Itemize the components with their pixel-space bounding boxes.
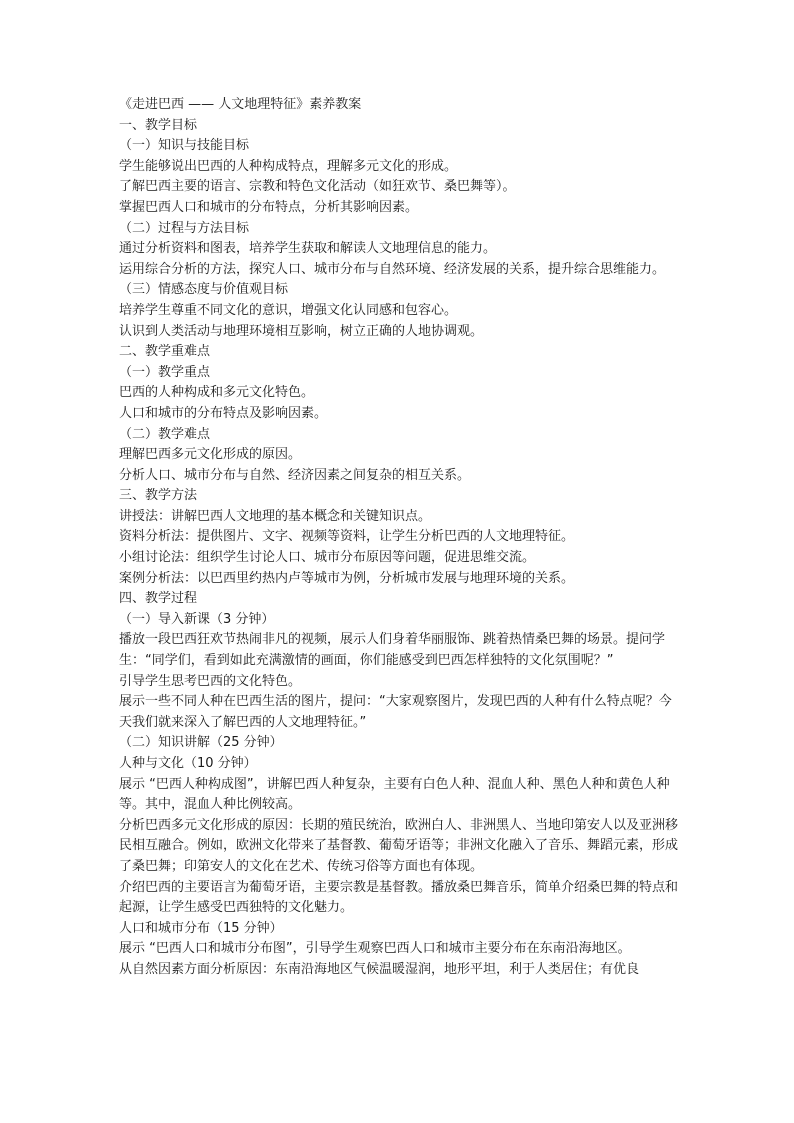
heading-teaching-process: 四、教学过程	[119, 591, 198, 607]
paragraph: 分析巴西多元文化形成的原因：长期的殖民统治，欧洲白人、非洲黑人、当地印第安人以及亚洲移民相互融合。例如，欧洲文化带来了基督教、葡萄牙语等；非洲文化融入了音乐、舞蹈元素，形成了桑巴舞；印第安人的文化在艺术、传统习俗等方面也有体现。	[119, 817, 679, 874]
heading-teaching-methods: 三、教学方法	[119, 488, 198, 504]
paragraph: 认识到人类活动与地理环境相互影响，树立正确的人地协调观。	[119, 323, 484, 339]
paragraph: 理解巴西多元文化形成的原因。	[119, 447, 302, 463]
subheading-population-city: 人口和城市分布（15 分钟）	[119, 920, 283, 936]
paragraph: 讲授法：讲解巴西人文地理的基本概念和关键知识点。	[119, 508, 432, 524]
paragraph: 了解巴西主要的语言、宗教和特色文化活动（如狂欢节、桑巴舞等）。	[119, 179, 516, 195]
paragraph: 资料分析法：提供图片、文字、视频等资料，让学生分析巴西的人文地理特征。	[119, 529, 575, 545]
heading-teaching-goals: 一、教学目标	[119, 117, 198, 133]
subheading-attitude-values: （三）情感态度与价值观目标	[119, 282, 289, 298]
paragraph: 学生能够说出巴西的人种构成特点，理解多元文化的形成。	[119, 158, 458, 174]
subheading-knowledge-explanation: （二）知识讲解（25 分钟）	[119, 735, 283, 751]
paragraph: 案例分析法：以巴西里约热内卢等城市为例，分析城市发展与地理环境的关系。	[119, 570, 575, 586]
subheading-difficult-points: （二）教学难点	[119, 426, 211, 442]
paragraph: 人口和城市的分布特点及影响因素。	[119, 405, 328, 421]
paragraph: 掌握巴西人口和城市的分布特点，分析其影响因素。	[119, 199, 419, 215]
heading-key-difficult-points: 二、教学重难点	[119, 344, 211, 360]
paragraph: 展示 “巴西人口和城市分布图”，引导学生观察巴西人口和城市主要分布在东南沿海地区。	[119, 941, 631, 957]
paragraph: 介绍巴西的主要语言为葡萄牙语，主要宗教是基督教。播放桑巴舞音乐，简单介绍桑巴舞的特点和起源，让学生感受巴西独特的文化魅力。	[119, 879, 679, 916]
document-body	[119, 95, 679, 981]
paragraph: 从自然因素方面分析原因：东南沿海地区气候温暖湿润，地形平坦，利于人类居住；有优良	[119, 961, 640, 977]
subheading-introduction: （一）导入新课（3 分钟）	[119, 611, 275, 627]
subheading-race-culture: 人种与文化（10 分钟）	[119, 756, 257, 771]
paragraph: 巴西的人种构成和多元文化特色。	[119, 385, 315, 401]
paragraph: 引导学生思考巴西的文化特色。	[119, 673, 302, 689]
paragraph: 培养学生尊重不同文化的意识，增强文化认同感和包容心。	[119, 302, 458, 318]
subheading-process-method: （二）过程与方法目标	[119, 220, 250, 236]
subheading-key-points: （一）教学重点	[119, 364, 211, 380]
paragraph: 分析人口、城市分布与自然、经济因素之间复杂的相互关系。	[119, 467, 471, 483]
paragraph: 展示一些不同人种在巴西生活的图片，提问：“大家观察图片，发现巴西的人种有什么特点呢？今天我们就来深入了解巴西的人文地理特征。”	[119, 694, 672, 730]
paragraph: 播放一段巴西狂欢节热闹非凡的视频，展示人们身着华丽服饰、跳着热情桑巴舞的场景。提问学生：“同学们，看到如此充满激情的画面，你们能感受到巴西怎样独特的文化氛围呢？”	[119, 632, 666, 669]
subheading-knowledge-skills: （一）知识与技能目标	[119, 138, 250, 154]
paragraph: 通过分析资料和图表，培养学生获取和解读人文地理信息的能力。	[119, 241, 497, 257]
paragraph: 小组讨论法：组织学生讨论人口、城市分布原因等问题，促进思维交流。	[119, 550, 536, 566]
paragraph: 运用综合分析的方法，探究人口、城市分布与自然环境、经济发展的关系，提升综合思维能力。	[119, 261, 666, 277]
document-title: 《走进巴西 —— 人文地理特征》素养教案	[119, 97, 362, 112]
paragraph: 展示 “巴西人种构成图”，讲解巴西人种复杂，主要有白色人种、混血人种、黑色人种和黄色人种等。其中，混血人种比例较高。	[119, 776, 670, 813]
